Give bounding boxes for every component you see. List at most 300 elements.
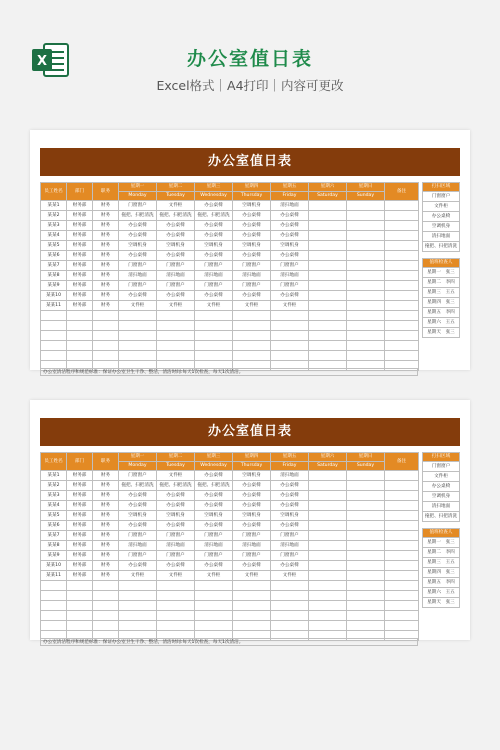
header-remark: 备注 bbox=[385, 453, 419, 471]
table-cell: 办公桌椅 bbox=[195, 521, 233, 531]
table-cell: 办公桌椅 bbox=[195, 201, 233, 211]
table-cell bbox=[309, 331, 347, 341]
header-day-cn: 星期四 bbox=[233, 183, 271, 192]
table-cell: 财务部 bbox=[67, 541, 93, 551]
header-day-cn: 星期四 bbox=[233, 453, 271, 462]
table-cell: 某某7 bbox=[41, 531, 67, 541]
table-cell: 办公桌椅 bbox=[233, 491, 271, 501]
table-cell bbox=[347, 331, 385, 341]
table-row bbox=[41, 521, 419, 531]
table-cell: 办公桌椅 bbox=[271, 231, 309, 241]
table-cell: 某某4 bbox=[41, 501, 67, 511]
table-cell: 门窗窗户 bbox=[233, 531, 271, 541]
table-cell bbox=[347, 211, 385, 221]
table-cell bbox=[93, 331, 119, 341]
table-cell: 某某5 bbox=[41, 241, 67, 251]
table-row bbox=[41, 331, 419, 341]
table-cell bbox=[233, 621, 271, 631]
header-day-en: Sunday bbox=[347, 192, 385, 201]
table-cell bbox=[347, 501, 385, 511]
table-cell bbox=[119, 311, 157, 321]
table-cell bbox=[347, 481, 385, 491]
header-day-cn: 星期三 bbox=[195, 453, 233, 462]
table-cell bbox=[385, 231, 419, 241]
table-cell: 清扫地面 bbox=[119, 541, 157, 551]
table-cell bbox=[347, 571, 385, 581]
table-cell bbox=[347, 231, 385, 241]
table-cell bbox=[157, 341, 195, 351]
table-cell bbox=[309, 351, 347, 361]
table-cell: 空调机身 bbox=[233, 201, 271, 211]
table-cell: 文件柜 bbox=[271, 301, 309, 311]
duty-table bbox=[40, 182, 419, 371]
table-cell bbox=[385, 301, 419, 311]
table-cell bbox=[309, 581, 347, 591]
table-cell: 办公桌椅 bbox=[233, 221, 271, 231]
table-cell bbox=[385, 511, 419, 521]
table-cell: 办公桌椅 bbox=[233, 521, 271, 531]
table-cell bbox=[309, 271, 347, 281]
table-cell: 财务部 bbox=[67, 231, 93, 241]
table-cell bbox=[309, 291, 347, 301]
checker-item: 星期六 王五 bbox=[423, 588, 460, 598]
table-cell bbox=[41, 331, 67, 341]
header-day-en: Thursday bbox=[233, 462, 271, 471]
table-cell bbox=[309, 541, 347, 551]
table-cell: 门窗窗户 bbox=[195, 531, 233, 541]
table-cell: 门窗窗户 bbox=[119, 551, 157, 561]
table-cell bbox=[385, 531, 419, 541]
table-cell bbox=[195, 351, 233, 361]
table-cell: 空调机身 bbox=[157, 241, 195, 251]
table-cell: 清扫地面 bbox=[157, 541, 195, 551]
table-cell bbox=[347, 561, 385, 571]
table-cell: 办公桌椅 bbox=[119, 291, 157, 301]
table-cell: 门窗窗户 bbox=[271, 551, 309, 561]
table-row bbox=[41, 341, 419, 351]
area-item: 空调机身 bbox=[423, 492, 460, 502]
table-cell: 门窗窗户 bbox=[119, 531, 157, 541]
table-cell bbox=[385, 341, 419, 351]
table-cell: 某某10 bbox=[41, 561, 67, 571]
table-cell bbox=[309, 261, 347, 271]
table-cell: 文件柜 bbox=[157, 201, 195, 211]
table-cell bbox=[385, 271, 419, 281]
table-row bbox=[41, 621, 419, 631]
table-cell bbox=[347, 531, 385, 541]
table-cell bbox=[385, 261, 419, 271]
table-cell bbox=[309, 341, 347, 351]
table-cell bbox=[347, 201, 385, 211]
table-cell bbox=[271, 591, 309, 601]
table-cell: 办公桌椅 bbox=[271, 561, 309, 571]
table-cell bbox=[347, 611, 385, 621]
table-cell: 某某4 bbox=[41, 231, 67, 241]
svg-text:X: X bbox=[36, 54, 48, 69]
table-cell bbox=[119, 621, 157, 631]
table-cell: 文件柜 bbox=[119, 301, 157, 311]
table-cell bbox=[309, 251, 347, 261]
table-cell: 空调机身 bbox=[119, 241, 157, 251]
table-cell: 空调机身 bbox=[233, 511, 271, 521]
table-cell: 财务部 bbox=[67, 251, 93, 261]
table-cell bbox=[41, 611, 67, 621]
table-cell: 财务 bbox=[93, 541, 119, 551]
table-cell: 拖把、扫把清洗 bbox=[119, 211, 157, 221]
table-cell bbox=[67, 611, 93, 621]
table-row bbox=[41, 211, 419, 221]
table-cell: 财务 bbox=[93, 561, 119, 571]
table-cell: 门窗窗户 bbox=[271, 281, 309, 291]
table-cell: 办公桌椅 bbox=[157, 221, 195, 231]
header-day-cn: 星期一 bbox=[119, 453, 157, 462]
table-row bbox=[41, 291, 419, 301]
cleaning-note: 办公室清洁程序和规范标准：保证办公室卫生干净、整洁，清洁时间:每天1次检查，每天1次清洁。 bbox=[40, 638, 418, 646]
spacer bbox=[423, 522, 460, 529]
header-day-en: Monday bbox=[119, 192, 157, 201]
table-cell bbox=[195, 601, 233, 611]
table-cell: 财务 bbox=[93, 261, 119, 271]
table-row bbox=[41, 601, 419, 611]
table-cell: 办公桌椅 bbox=[157, 291, 195, 301]
table-cell bbox=[347, 221, 385, 231]
table-cell: 门窗窗户 bbox=[119, 281, 157, 291]
table-row bbox=[41, 271, 419, 281]
table-cell: 清扫地面 bbox=[157, 271, 195, 281]
table-cell: 财务 bbox=[93, 211, 119, 221]
table-cell: 某某7 bbox=[41, 261, 67, 271]
table-cell: 某某10 bbox=[41, 291, 67, 301]
header-day-cn: 星期日 bbox=[347, 183, 385, 192]
table-cell bbox=[309, 601, 347, 611]
table-cell bbox=[347, 311, 385, 321]
duty-table bbox=[40, 452, 419, 641]
table-cell: 某某8 bbox=[41, 541, 67, 551]
table-cell: 财务 bbox=[93, 471, 119, 481]
table-cell bbox=[347, 351, 385, 361]
table-cell bbox=[385, 591, 419, 601]
checker-item: 星期六 王五 bbox=[423, 318, 460, 328]
table-cell bbox=[309, 321, 347, 331]
table-cell: 办公桌椅 bbox=[271, 251, 309, 261]
area-header: 打扫区域 bbox=[423, 183, 460, 192]
table-cell: 拖把、扫把清洗 bbox=[119, 481, 157, 491]
table-cell bbox=[309, 301, 347, 311]
header-day-en: Thursday bbox=[233, 192, 271, 201]
table-cell: 清扫地面 bbox=[271, 271, 309, 281]
table-cell bbox=[157, 621, 195, 631]
table-cell bbox=[385, 561, 419, 571]
table-cell: 财务部 bbox=[67, 471, 93, 481]
table-cell: 财务 bbox=[93, 231, 119, 241]
header-day-cn: 星期二 bbox=[157, 453, 195, 462]
table-cell bbox=[41, 581, 67, 591]
area-item: 文件柜 bbox=[423, 472, 460, 482]
table-row bbox=[41, 261, 419, 271]
table-cell: 财务部 bbox=[67, 571, 93, 581]
side-table bbox=[422, 182, 460, 338]
table-cell: 办公桌椅 bbox=[195, 501, 233, 511]
table-cell bbox=[385, 471, 419, 481]
table-cell: 门窗窗户 bbox=[157, 531, 195, 541]
table-cell bbox=[385, 551, 419, 561]
table-cell bbox=[347, 301, 385, 311]
table-cell: 拖把、扫把清洗 bbox=[195, 481, 233, 491]
table-cell bbox=[385, 331, 419, 341]
table-row bbox=[41, 321, 419, 331]
table-cell bbox=[41, 351, 67, 361]
table-cell: 办公桌椅 bbox=[195, 291, 233, 301]
table-cell bbox=[385, 521, 419, 531]
table-cell bbox=[119, 601, 157, 611]
table-cell: 某某1 bbox=[41, 201, 67, 211]
table-cell bbox=[347, 511, 385, 521]
table-cell bbox=[119, 581, 157, 591]
header-day-cn: 星期五 bbox=[271, 183, 309, 192]
table-cell: 门窗窗户 bbox=[157, 281, 195, 291]
page-header bbox=[0, 0, 500, 120]
table-cell: 办公桌椅 bbox=[271, 491, 309, 501]
table-cell bbox=[119, 591, 157, 601]
header-day-en: Friday bbox=[271, 462, 309, 471]
sheet-title: 办公室值日表 bbox=[40, 148, 460, 176]
table-cell: 财务部 bbox=[67, 561, 93, 571]
table-cell bbox=[41, 311, 67, 321]
table-cell: 清扫地面 bbox=[271, 541, 309, 551]
table-cell bbox=[271, 321, 309, 331]
table-cell: 办公桌椅 bbox=[119, 231, 157, 241]
table-cell: 空调机身 bbox=[271, 241, 309, 251]
table-cell bbox=[195, 591, 233, 601]
table-cell bbox=[385, 481, 419, 491]
table-cell bbox=[347, 281, 385, 291]
table-cell: 门窗窗户 bbox=[195, 551, 233, 561]
table-cell bbox=[233, 601, 271, 611]
table-cell: 空调机身 bbox=[271, 511, 309, 521]
table-cell bbox=[157, 581, 195, 591]
table-cell bbox=[41, 591, 67, 601]
table-cell bbox=[67, 351, 93, 361]
table-cell: 空调机身 bbox=[195, 511, 233, 521]
table-cell bbox=[93, 581, 119, 591]
table-cell bbox=[67, 311, 93, 321]
checker-item: 星期五 李四 bbox=[423, 578, 460, 588]
table-cell: 文件柜 bbox=[119, 571, 157, 581]
table-cell: 清扫地面 bbox=[271, 201, 309, 211]
table-cell bbox=[195, 341, 233, 351]
table-cell bbox=[309, 521, 347, 531]
table-cell: 财务部 bbox=[67, 531, 93, 541]
table-cell: 清扫地面 bbox=[233, 271, 271, 281]
table-cell: 办公桌椅 bbox=[157, 501, 195, 511]
table-cell: 财务部 bbox=[67, 221, 93, 231]
page-title: 办公室值日表 bbox=[186, 48, 313, 70]
header-day-en: Tuesday bbox=[157, 462, 195, 471]
table-cell: 财务 bbox=[93, 291, 119, 301]
table-cell bbox=[195, 621, 233, 631]
table-cell: 门窗窗户 bbox=[233, 551, 271, 561]
checker-item: 星期四 张三 bbox=[423, 568, 460, 578]
header-day-en: Wednesday bbox=[195, 462, 233, 471]
table-cell: 拖把、扫把清洗 bbox=[195, 211, 233, 221]
header-remark: 备注 bbox=[385, 183, 419, 201]
table-cell bbox=[385, 621, 419, 631]
table-cell: 财务 bbox=[93, 481, 119, 491]
table-cell bbox=[385, 281, 419, 291]
area-item: 门窗窗户 bbox=[423, 192, 460, 202]
table-row bbox=[41, 301, 419, 311]
table-cell bbox=[67, 341, 93, 351]
table-cell: 某某6 bbox=[41, 251, 67, 261]
table-cell bbox=[309, 561, 347, 571]
table-cell: 办公桌椅 bbox=[119, 521, 157, 531]
table-row bbox=[41, 201, 419, 211]
table-cell bbox=[93, 621, 119, 631]
table-cell: 财务部 bbox=[67, 301, 93, 311]
checker-item: 星期五 李四 bbox=[423, 308, 460, 318]
checker-item: 星期一 张三 bbox=[423, 538, 460, 548]
table-cell: 门窗窗户 bbox=[157, 261, 195, 271]
table-row bbox=[41, 571, 419, 581]
table-cell bbox=[347, 581, 385, 591]
table-cell bbox=[309, 201, 347, 211]
table-cell bbox=[157, 321, 195, 331]
table-cell bbox=[271, 581, 309, 591]
table-cell: 办公桌椅 bbox=[119, 251, 157, 261]
sheet-preview-2 bbox=[30, 400, 470, 645]
table-cell bbox=[385, 321, 419, 331]
table-cell: 办公桌椅 bbox=[233, 501, 271, 511]
header-day-en: Saturday bbox=[309, 192, 347, 201]
table-cell bbox=[233, 581, 271, 591]
table-cell: 财务 bbox=[93, 301, 119, 311]
table-cell bbox=[309, 311, 347, 321]
table-row bbox=[41, 221, 419, 231]
area-item: 拖把、扫把清洗 bbox=[423, 242, 460, 252]
table-cell: 办公桌椅 bbox=[119, 501, 157, 511]
cleaning-note: 办公室清洁程序和规范标准：保证办公室卫生干净、整洁，清洁时间:每天1次检查，每天1次清洁。 bbox=[40, 368, 418, 376]
table-row bbox=[41, 351, 419, 361]
table-cell: 财务 bbox=[93, 201, 119, 211]
header-day-cn: 星期六 bbox=[309, 183, 347, 192]
table-row bbox=[41, 541, 419, 551]
table-cell bbox=[67, 621, 93, 631]
checker-item: 星期天 张三 bbox=[423, 598, 460, 608]
table-cell bbox=[309, 551, 347, 561]
table-cell: 财务部 bbox=[67, 271, 93, 281]
table-cell bbox=[385, 311, 419, 321]
table-cell bbox=[385, 291, 419, 301]
table-cell: 文件柜 bbox=[195, 571, 233, 581]
table-cell: 文件柜 bbox=[157, 471, 195, 481]
table-cell bbox=[93, 351, 119, 361]
checker-item: 星期二 李四 bbox=[423, 548, 460, 558]
checker-item: 星期四 张三 bbox=[423, 298, 460, 308]
table-cell: 某某6 bbox=[41, 521, 67, 531]
table-row bbox=[41, 281, 419, 291]
table-cell: 办公桌椅 bbox=[271, 521, 309, 531]
table-cell bbox=[347, 321, 385, 331]
area-item: 文件柜 bbox=[423, 202, 460, 212]
area-item: 办公桌椅 bbox=[423, 482, 460, 492]
checker-item: 星期天 张三 bbox=[423, 328, 460, 338]
table-cell: 门窗窗户 bbox=[157, 551, 195, 561]
table-cell: 某某11 bbox=[41, 301, 67, 311]
table-row bbox=[41, 311, 419, 321]
table-cell: 办公桌椅 bbox=[271, 211, 309, 221]
table-cell bbox=[67, 601, 93, 611]
area-item: 清扫地面 bbox=[423, 232, 460, 242]
header-day-en: Sunday bbox=[347, 462, 385, 471]
table-cell bbox=[41, 341, 67, 351]
table-cell: 财务 bbox=[93, 501, 119, 511]
table-cell bbox=[41, 601, 67, 611]
table-cell bbox=[385, 241, 419, 251]
table-cell bbox=[347, 261, 385, 271]
table-cell bbox=[347, 491, 385, 501]
sheet-preview-1 bbox=[30, 130, 470, 375]
table-cell: 清扫地面 bbox=[195, 541, 233, 551]
table-cell: 空调机身 bbox=[119, 511, 157, 521]
table-cell bbox=[347, 551, 385, 561]
table-cell: 办公桌椅 bbox=[195, 491, 233, 501]
table-cell bbox=[271, 611, 309, 621]
table-cell: 某某8 bbox=[41, 271, 67, 281]
table-row bbox=[41, 591, 419, 601]
table-row bbox=[41, 471, 419, 481]
table-cell bbox=[233, 611, 271, 621]
header-day-cn: 星期五 bbox=[271, 453, 309, 462]
table-cell bbox=[67, 581, 93, 591]
checker-item: 星期三 王五 bbox=[423, 558, 460, 568]
header-dept: 部门 bbox=[67, 453, 93, 471]
table-cell: 办公桌椅 bbox=[157, 561, 195, 571]
table-row bbox=[41, 251, 419, 261]
table-cell bbox=[347, 291, 385, 301]
table-cell: 财务部 bbox=[67, 511, 93, 521]
table-cell: 门窗窗户 bbox=[271, 261, 309, 271]
table-cell: 某某9 bbox=[41, 281, 67, 291]
table-cell bbox=[385, 581, 419, 591]
table-cell bbox=[233, 351, 271, 361]
table-cell bbox=[309, 281, 347, 291]
table-cell: 门窗窗户 bbox=[195, 261, 233, 271]
checker-item: 星期一 张三 bbox=[423, 268, 460, 278]
table-cell bbox=[347, 251, 385, 261]
table-row bbox=[41, 531, 419, 541]
header-day-cn: 星期六 bbox=[309, 453, 347, 462]
table-cell: 财务 bbox=[93, 531, 119, 541]
table-cell bbox=[309, 481, 347, 491]
area-header: 打扫区域 bbox=[423, 453, 460, 462]
table-cell bbox=[347, 601, 385, 611]
table-cell: 门窗窗户 bbox=[119, 471, 157, 481]
table-cell bbox=[67, 321, 93, 331]
table-cell bbox=[93, 321, 119, 331]
table-cell: 财务部 bbox=[67, 241, 93, 251]
table-cell: 办公桌椅 bbox=[233, 251, 271, 261]
checker-item: 星期三 王五 bbox=[423, 288, 460, 298]
table-cell bbox=[385, 541, 419, 551]
table-cell: 办公桌椅 bbox=[233, 231, 271, 241]
table-cell bbox=[309, 231, 347, 241]
table-cell bbox=[309, 611, 347, 621]
table-cell: 清扫地面 bbox=[195, 271, 233, 281]
table-cell bbox=[157, 331, 195, 341]
table-cell: 财务 bbox=[93, 551, 119, 561]
table-cell bbox=[271, 621, 309, 631]
table-cell: 财务 bbox=[93, 281, 119, 291]
